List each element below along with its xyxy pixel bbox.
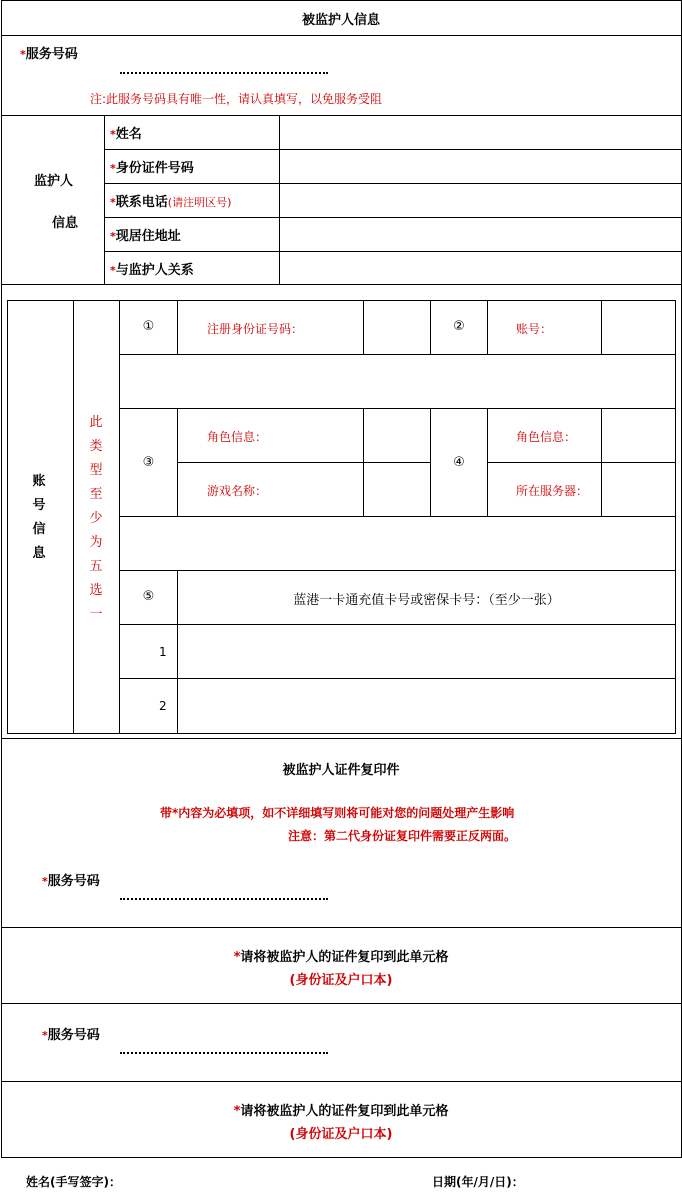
second-gen-id-notice: 注意：第二代身份证复印件需要正反两面。 <box>288 829 517 843</box>
opt2-value-field[interactable] <box>601 300 676 355</box>
date-label: 日期(年/月/日)： <box>432 1175 524 1189</box>
id-copy-instruction-1: *请将被监护人的证件复印到此单元格 <box>233 950 449 965</box>
required-star-icon: * <box>42 875 48 888</box>
opt1-number: ① <box>142 319 155 334</box>
guardian-id-label: *身份证件号码 <box>110 161 194 176</box>
card-row-1-index: 1 <box>159 645 167 659</box>
required-star-icon: * <box>42 1029 48 1042</box>
guardian-name-label: *姓名 <box>110 127 142 142</box>
card-row-2-field[interactable] <box>177 678 676 734</box>
account-spacer-row-2 <box>119 516 676 571</box>
opt3-game-cell <box>177 462 364 517</box>
required-notice: 带*内容为必填项，如不详细填写则将可能对您的问题处理产生影响 <box>160 806 515 820</box>
required-star-icon: * <box>110 196 116 209</box>
service-number-label-2: *服务号码 <box>42 874 100 889</box>
opt4-server-field[interactable] <box>601 462 676 517</box>
required-star-icon: * <box>110 162 116 175</box>
guardian-relation-field[interactable] <box>279 251 682 285</box>
opt5-label: 蓝港一卡通充值卡号或密保卡号：（至少一张） <box>293 593 560 608</box>
required-star-icon: * <box>110 264 116 277</box>
required-star-icon: * <box>233 1104 241 1119</box>
opt4-role-field[interactable] <box>601 408 676 463</box>
opt2-label: 账号： <box>516 322 553 336</box>
account-spacer-row <box>119 354 676 409</box>
required-star-icon: * <box>233 950 241 965</box>
opt5-number: ⑤ <box>142 589 155 604</box>
id-copy-doc-types-2: (身份证及户口本) <box>289 1127 393 1142</box>
id-copy-doc-types-1: (身份证及户口本) <box>289 973 393 988</box>
service-number-label-3: *服务号码 <box>42 1028 100 1043</box>
opt1-label: 注册身份证号码： <box>207 322 304 336</box>
required-star-icon: * <box>110 128 116 141</box>
account-label: 账 号 信 息 <box>32 474 46 561</box>
signature-label: 姓名(手写签字)： <box>26 1175 121 1189</box>
opt3-number: ③ <box>142 455 155 470</box>
opt4-server-label: 所在服务器： <box>516 484 589 498</box>
opt1-value-field[interactable] <box>363 300 431 355</box>
type-note: 此 类 型 至 少 为 五 选 一 <box>89 415 103 622</box>
guardian-label-cell <box>1 115 105 285</box>
guardian-id-field[interactable] <box>279 149 682 184</box>
guardian-label-line1: 监护人 <box>34 174 74 189</box>
id-copy-box-1[interactable] <box>1 927 682 1004</box>
card-row-2-index: 2 <box>159 699 167 713</box>
service-number-label: *服务号码 <box>20 47 78 62</box>
guardian-address-label: *现居住地址 <box>110 229 181 244</box>
service-number-note: 注:此服务号码具有唯一性，请认真填写，以免服务受阻 <box>90 92 383 106</box>
service-number-field[interactable] <box>120 72 328 74</box>
required-star-icon: * <box>20 48 26 61</box>
guardian-address-field[interactable] <box>279 217 682 252</box>
card-row-1-field[interactable] <box>177 624 676 679</box>
card-row-1-num <box>119 624 178 679</box>
guardian-label-line2: 信息 <box>52 216 79 231</box>
id-copy-box-2[interactable] <box>1 1081 682 1158</box>
card-row-2-num <box>119 678 178 734</box>
opt3-role-label: 角色信息： <box>207 430 268 444</box>
phone-area-code-hint: (请注明区号) <box>167 196 232 209</box>
page-title: 被监护人信息 <box>301 13 380 28</box>
required-star-icon: * <box>110 230 116 243</box>
guardian-relation-label: *与监护人关系 <box>110 263 194 278</box>
opt3-role-field[interactable] <box>363 408 431 463</box>
guardian-phone-label: *联系电话(请注明区号) <box>110 195 232 210</box>
opt3-game-field[interactable] <box>363 462 431 517</box>
opt4-number: ④ <box>453 455 465 470</box>
service-number-field-3[interactable] <box>120 1052 328 1054</box>
guardian-name-field[interactable] <box>279 115 682 150</box>
opt4-role-label: 角色信息： <box>516 430 577 444</box>
id-copy-instruction-2: *请将被监护人的证件复印到此单元格 <box>233 1104 449 1119</box>
guardian-phone-field[interactable] <box>279 183 682 218</box>
opt3-role-cell <box>177 408 364 463</box>
opt3-game-label: 游戏名称： <box>207 484 268 498</box>
service-number-field-2[interactable] <box>120 898 328 900</box>
service-number-cell-3 <box>1 1003 682 1082</box>
id-copy-title: 被监护人证件复印件 <box>282 763 400 778</box>
opt2-number: ② <box>453 319 465 334</box>
